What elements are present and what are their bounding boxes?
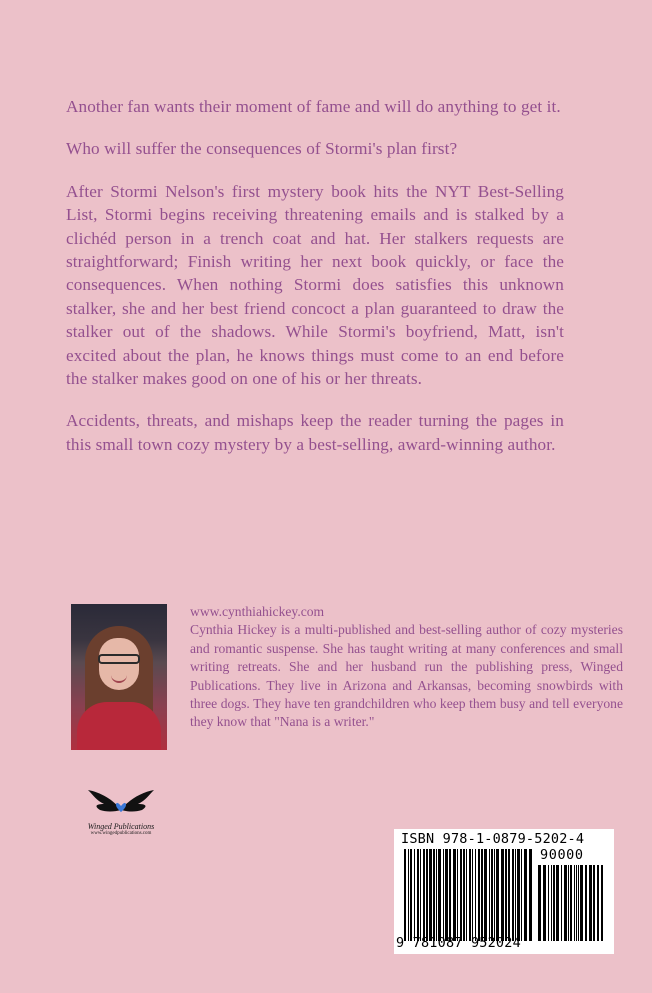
blurb-paragraph-3: After Stormi Nelson's first mystery book hits the NYT Best-Selling List, Stormi begins receiving threatening emails and is stalked by a clichéd person in a trench coat and hat. Her stalkers requests are straightforward; Finish writing her next book quickly, or face the consequences. When nothing Stormi does satisfies this unknown stalker, she and her best friend concoct a plan guaranteed to draw the stalker out of the shadows. While Stormi's boyfriend, Matt, isn't excited about the plan, he knows things must come to an end before the stalker makes good on one of his or her threats. xyxy=(66,181,564,389)
blurb-paragraph-2: Who will suffer the consequences of Stormi's plan first? xyxy=(66,139,458,159)
publisher-name: Winged Publications xyxy=(87,822,155,831)
blurb-paragraph-1: Another fan wants their moment of fame and will do anything to get it. xyxy=(66,97,561,116)
barcode-bars xyxy=(404,849,534,941)
author-website: www.cynthiahickey.com xyxy=(190,604,325,619)
isbn-barcode xyxy=(394,829,614,954)
barcode-digits: 9 781087 952024 xyxy=(396,935,521,951)
isbn-label: ISBN 978-1-0879-5202-4 xyxy=(401,831,585,847)
author-bio xyxy=(190,603,623,732)
back-cover-blurb xyxy=(66,95,564,475)
publisher-url: www.wingedpublications.com xyxy=(90,831,152,836)
author-photo xyxy=(71,604,167,750)
author-section xyxy=(71,603,623,753)
addon-barcode-bars xyxy=(538,865,604,941)
wings-icon xyxy=(86,782,156,822)
author-bio-text: Cynthia Hickey is a multi-published and best-selling author of cozy mysteries and romantic suspense. She has taught writing at many conferences and small writing retreats. She and her husband run the publishing press, Winged Publications. They live in Arizona and Arkansas, becoming snowbirds with three dogs. They have ten grandchildren who keep them busy and tell everyone they know that "Nana is a writer." xyxy=(190,622,623,730)
publisher-logo xyxy=(80,782,162,848)
blurb-paragraph-4: Accidents, threats, and mishaps keep the reader turning the pages in this small town cozy mystery by a best-selling, award-winning author. xyxy=(66,411,564,454)
addon-digits: 90000 xyxy=(540,847,584,863)
